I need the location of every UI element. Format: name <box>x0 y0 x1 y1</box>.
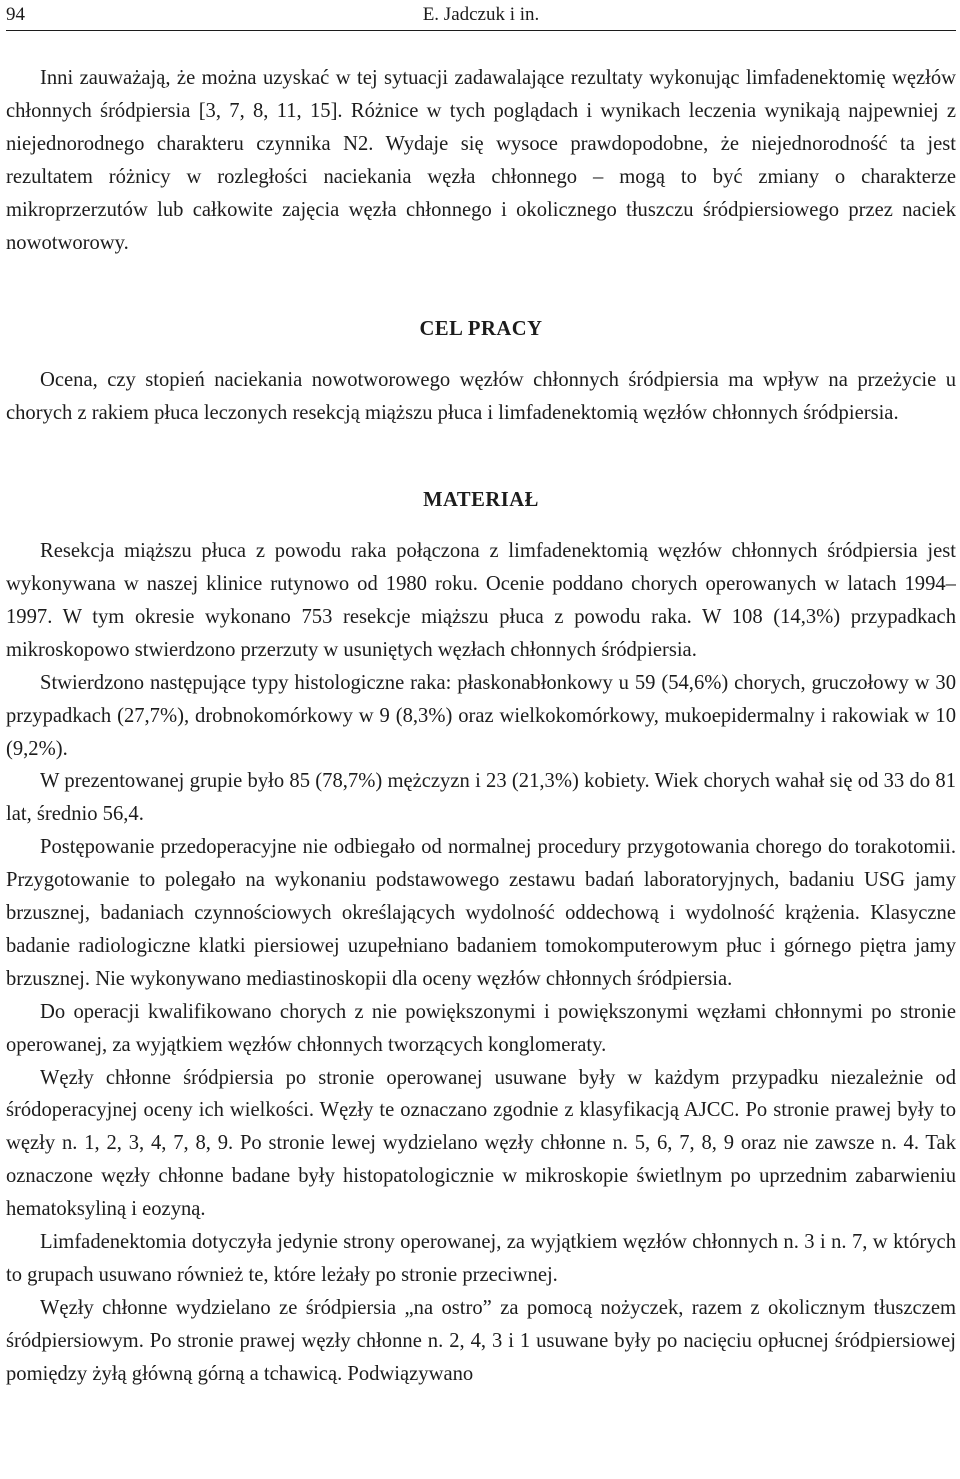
running-head: E. Jadczuk i in. <box>422 4 540 25</box>
page-header <box>6 0 956 32</box>
material-paragraph: Węzły chłonne wydzielano ze śródpiersia „na ostro” za pomocą nożyczek, razem z okolicznym tłuszczem śródpiersiowym. Po stronie prawej węzły chłonne n. 2, 4, 3 i 1 usuwane były po nacięciu opłucnej śródpiersiowej pomiędzy żyłą główną górną a tchawicą. Podwiązywano <box>6 1296 956 1385</box>
material-paragraph: Do operacji kwalifikowano chorych z nie powiększonymi i powiększonymi węzłami chłonnymi po stronie operowanej, za wyjątkiem węzłów chłonnych tworzących konglomeraty. <box>6 1000 956 1056</box>
body-text <box>6 32 956 1391</box>
material-paragraph: Resekcja miąższu płuca z powodu raka połączona z limfadenektomią węzłów chłonnych śródpiersia jest wykonywana w naszej klinice rutynowo od 1980 roku. Ocenie poddano chorych operowanych w latach 1994–1997. W tym okresie wykonano 753 resekcje miąższu płuca z powodu raka. W 108 (14,3%) przypadkach mikroskopowo stwierdzono przerzuty w usuniętych węzłach chłonnych śródpiersia. <box>6 540 956 661</box>
intro-paragraph: Inni zauważają, że można uzyskać w tej sytuacji zadawalające rezultaty wykonując limfadenektomię węzłów chłonnych śródpiersia [3, 7, 8, 11, 15]. Różnice w tych poglądach i wynikach leczenia wynikają najpewniej z niejednorodnego charakteru czynnika N2. Wydaje się wysoce prawdopodobne, że niejednorodność ta jest rezultatem różnicy w rozległości naciekania węzła chłonnego – mogą to być zmiany o charakterze mikroprzerzutów lub całkowite zajęcia węzła chłonnego i okolicznego tłuszczu śródpiersiowego przez naciek nowotworowy. <box>6 67 956 254</box>
page-number: 94 <box>6 4 25 25</box>
material-paragraph: Węzły chłonne śródpiersia po stronie operowanej usuwane były w każdym przypadku niezależnie od śródoperacyjnej oceny ich wielkości. Węzły te oznaczano zgodnie z klasyfikacją AJCC. Po stronie prawej były to węzły n. 1, 2, 3, 4, 7, 8, 9. Po stronie lewej wydzielano węzły chłonne n. 5, 6, 7, 8, 9 oraz nie zawsze n. 4. Tak oznaczone węzły chłonne badane były histopatologicznie w mikroskopie świetlnym po uprzednim zabarwieniu hematoksyliną i eozyną. <box>6 1066 956 1221</box>
cel-paragraph: Ocena, czy stopień naciekania nowotworowego węzłów chłonnych śródpiersia ma wpływ na przeżycie u chorych z rakiem płuca leczonych resekcją miąższu płuca i limfadenektomią węzłów chłonnych śródpiersia. <box>6 369 956 425</box>
material-paragraph: Postępowanie przedoperacyjne nie odbiegało od normalnej procedury przygotowania chorego do torakotomii. Przygotowanie to polegało na wykonaniu podstawowego zestawu badań laboratoryjnych, badaniu USG jamy brzusznej, badaniach czynnościowych określających wydolność oddechową i wydolność krążenia. Klasyczne badanie radiologiczne klatki piersiowej uzupełniano badaniem tomokomputerowym płuc i górnego piętra jamy brzusznej. Nie wykonywano mediastinoskopii dla oceny węzłów chłonnych śródpiersia. <box>6 836 956 990</box>
material-paragraph: W prezentowanej grupie było 85 (78,7%) mężczyzn i 23 (21,3%) kobiety. Wiek chorych wahał się od 33 do 81 lat, średnio 56,4. <box>6 770 956 826</box>
section-title-material: MATERIAŁ <box>423 489 539 512</box>
header-rule <box>6 30 956 31</box>
material-paragraph: Stwierdzono następujące typy histologiczne raka: płaskonabłonkowy u 59 (54,6%) chorych, gruczołowy w 30 przypadkach (27,7%), drobnokomórkowy w 9 (8,3%) oraz wielkokomórkowy, mukoepidermalny i rakowiak w 10 (9,2%). <box>6 671 956 760</box>
page <box>6 0 956 1479</box>
section-title-cel-pracy: CEL PRACY <box>419 318 543 341</box>
material-paragraph: Limfadenektomia dotyczyła jedynie strony operowanej, za wyjątkiem węzłów chłonnych n. 3 i n. 7, w których to grupach usuwano również te, które leżały po stronie przeciwnej. <box>6 1231 956 1286</box>
